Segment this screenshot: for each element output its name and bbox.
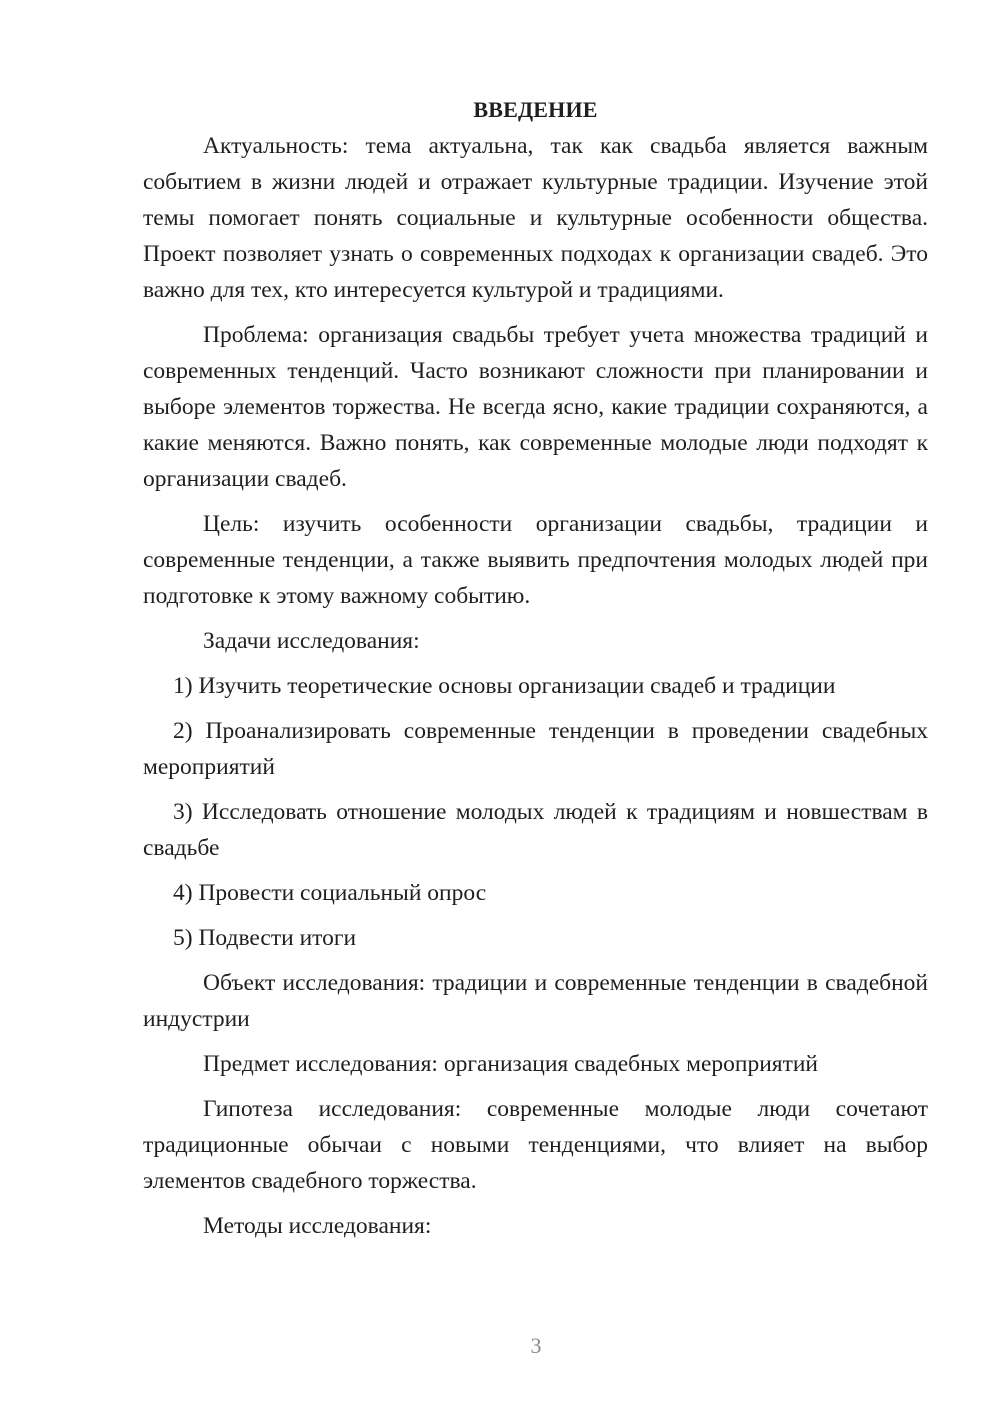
- page-title: ВВЕДЕНИЕ: [473, 97, 598, 122]
- task-item-5: 5) Подвести итоги: [173, 925, 357, 951]
- relevance-paragraph: Актуальность: тема актуальна, так как свадьба является важным событием в жизни людей и отражает культурные традиции. Изучение этой темы помогает понять социальные и культурные особенности общества. Проект позволяет узнать о современных подходах к организации свадеб. Это важно для тех, кто интересуется культурой и традициями.: [143, 133, 928, 303]
- methods-heading: Методы исследования:: [203, 1213, 432, 1239]
- task-item-2: 2) Проанализировать современные тенденции в проведении свадебных мероприятий: [143, 718, 928, 780]
- page-number: 3: [530, 1333, 542, 1358]
- tasks-heading: Задачи исследования:: [203, 628, 420, 654]
- hypothesis-paragraph: Гипотеза исследования: современные молодые люди сочетают традиционные обычаи с новыми тенденциями, что влияет на выбор элементов свадебного торжества.: [143, 1096, 928, 1194]
- task-item-4: 4) Провести социальный опрос: [173, 880, 487, 906]
- goal-paragraph: Цель: изучить особенности организации свадьбы, традиции и современные тенденции, а также выявить предпочтения молодых людей при подготовке к этому важному событию.: [143, 511, 928, 609]
- object-paragraph: Объект исследования: традиции и современные тенденции в свадебной индустрии: [143, 970, 928, 1032]
- subject-paragraph: Предмет исследования: организация свадебных мероприятий: [203, 1051, 819, 1077]
- page-content: [143, 92, 928, 1244]
- task-item-1: 1) Изучить теоретические основы организации свадеб и традиции: [173, 673, 836, 699]
- problem-paragraph: Проблема: организация свадьбы требует учета множества традиций и современных тенденций. Часто возникают сложности при планировании и выборе элементов торжества. Не всегда ясно, какие традиции сохраняются, а какие меняются. Важно понять, как современные молодые люди подходят к организации свадеб.: [143, 322, 928, 492]
- task-item-3: 3) Исследовать отношение молодых людей к традициям и новшествам в свадьбе: [143, 799, 928, 861]
